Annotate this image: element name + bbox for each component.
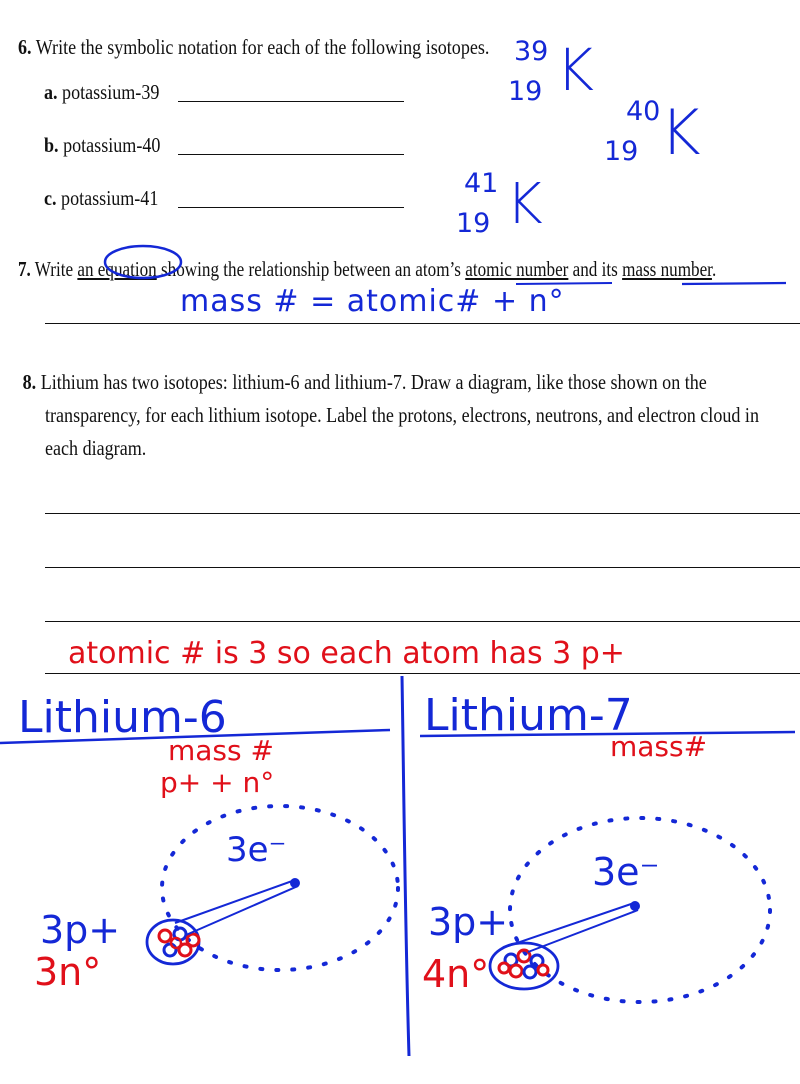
- li6-protons-label: 3p+: [40, 908, 121, 952]
- k41-atomic: 19: [456, 208, 491, 239]
- q6-prompt-text: Write the symbolic notation for each of the following isotopes.: [35, 35, 490, 59]
- k41-symbol: K: [506, 172, 543, 237]
- li6-nucleus: [147, 920, 199, 964]
- li6-electrons-label: 3e⁻: [226, 830, 287, 870]
- k40-symbol: K: [660, 96, 701, 169]
- li7-title: Lithium-7: [424, 690, 633, 741]
- q7-term-atomic-number: atomic number: [465, 257, 569, 281]
- q8-note: atomic # is 3 so each atom has 3 p+: [68, 636, 625, 671]
- li6-mass-label: mass #: [168, 734, 274, 767]
- k39-mass: 39: [514, 36, 549, 67]
- li6-mass-formula: p+ + n°: [160, 766, 275, 799]
- q8-prompt: 8. Lithium has two isotopes: lithium-6 and lithium-7. Draw a diagram, like those shown on the transparency, for each lithium isotope. Label the protons, electrons, neutrons, and electron cloud in each diagram.: [22, 370, 759, 460]
- atomic-number-underline: [516, 283, 612, 284]
- mass-number-underline: [682, 283, 786, 284]
- q6-number: 6.: [18, 35, 32, 59]
- q6b-label: b. potassium-40: [44, 133, 161, 157]
- li7-electron-cloud: [510, 818, 770, 1002]
- li7-mass-label: mass#: [610, 730, 708, 763]
- k39-symbol: K: [556, 36, 595, 104]
- equation-circle: [105, 246, 181, 278]
- li7-neutrons-label: 4n°: [422, 952, 490, 996]
- li7-protons-label: 3p+: [428, 900, 509, 944]
- q7-prompt: 7. Write an equation showing the relationship between an atom’s atomic number and its mass number.: [18, 257, 717, 281]
- li6-neutrons-label: 3n°: [34, 950, 102, 994]
- k40-atomic: 19: [604, 136, 639, 167]
- li6-title: Lithium-6: [18, 692, 227, 743]
- q7-term-mass-number: mass number: [622, 257, 712, 281]
- k40-mass: 40: [626, 96, 661, 127]
- k39-atomic: 19: [508, 76, 543, 107]
- diagram-divider: [402, 676, 409, 1056]
- li7-electrons-label: 3e⁻: [592, 850, 660, 894]
- k41-mass: 41: [464, 168, 499, 199]
- li7-electron: [630, 901, 640, 911]
- q7-term-equation: an equation: [77, 257, 157, 281]
- q6a-label: a. potassium-39: [44, 80, 160, 104]
- q7-handwritten-answer: mass # = atomic# + n°: [180, 284, 565, 319]
- q6c-label: c. potassium-41: [44, 186, 159, 210]
